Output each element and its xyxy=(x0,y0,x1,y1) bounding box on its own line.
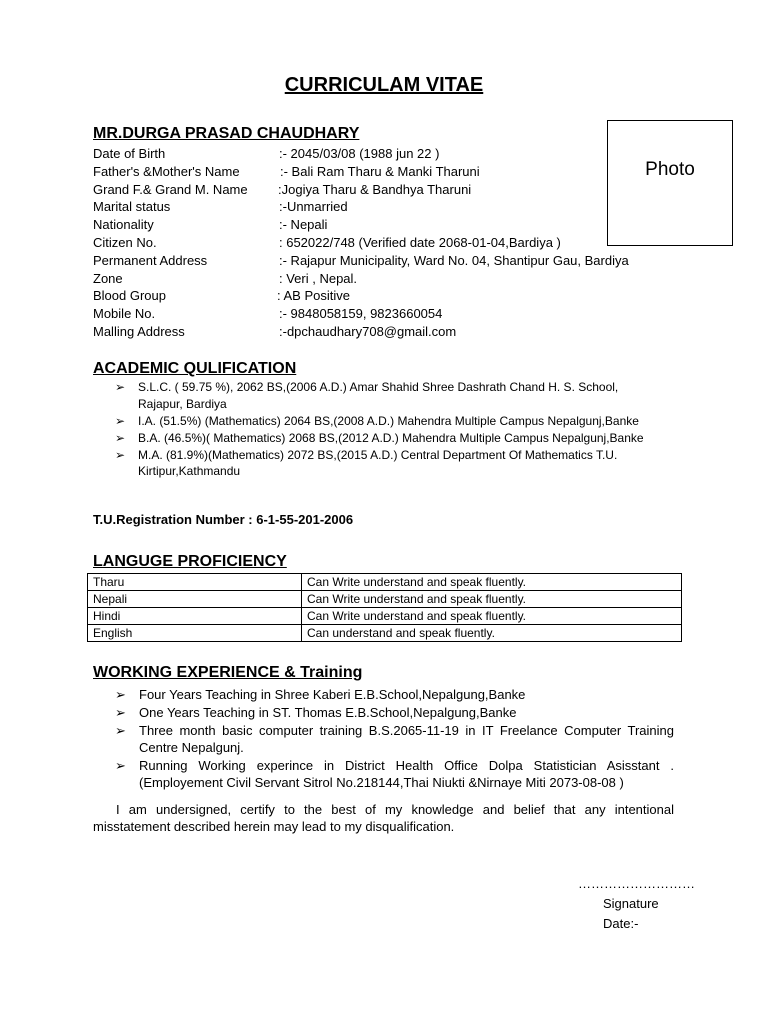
list-item: ➢ Running Working experince in District Health Office Dolpa Statistician Asisstant . (Employement Civil Servant Sitrol No.218144,Thai Niukti &Nirnaye Miti 2073-08-08 ) xyxy=(115,758,674,790)
field-label: Mobile No. xyxy=(93,306,156,322)
field-value: :-Unmarried xyxy=(279,199,348,215)
level-cell: Can Write understand and speak fluently. xyxy=(302,608,682,625)
field-value: :-dpchaudhary708@gmail.com xyxy=(279,323,457,339)
field-label: Grand F.& Grand M. Name xyxy=(93,181,248,197)
field-label: Date of Birth xyxy=(93,146,166,161)
level-cell: Can Write understand and speak fluently. xyxy=(302,574,682,591)
field-value: :- 2045/03/08 (1988 jun 22 ) xyxy=(279,146,440,161)
field-label: Citizen No. xyxy=(93,234,157,250)
academic-heading: ACADEMIC QULIFICATION xyxy=(93,360,297,377)
arrow-bullet-icon: ➢ xyxy=(115,723,126,738)
field-value: :- Rajapur Municipality, Ward No. 04, Shantipur Gau, Bardiya xyxy=(279,252,629,268)
list-item: ➢ B.A. (46.5%)( Mathematics) 2068 BS,(2012 A.D.) Mahendra Multiple Campus Nepalgunj,Banke xyxy=(115,430,644,445)
field-value: : AB Positive xyxy=(277,288,350,304)
list-item: ➢ M.A. (81.9%)(Mathematics) 2072 BS,(2015 A.D.) Central Department Of Mathematics T.U. Kirtipur,Kathmandu xyxy=(115,447,618,478)
arrow-bullet-icon: ➢ xyxy=(115,758,126,773)
list-item: ➢ S.L.C. ( 59.75 %), 2062 BS,(2006 A.D.) Amar Shahid Shree Dashrath Chand H. S. School, Rajapur, Bardiya xyxy=(115,380,619,411)
photo-placeholder xyxy=(607,120,733,246)
language-cell: Tharu xyxy=(88,574,302,591)
field-label: Marital status xyxy=(93,199,171,215)
list-item: ➢ I.A. (51.5%) (Mathematics) 2064 BS,(2008 A.D.) Mahendra Multiple Campus Nepalgunj,Banke xyxy=(115,413,639,428)
list-item: ➢ One Years Teaching in ST. Thomas E.B.School,Nepalgung,Banke xyxy=(115,705,517,720)
language-cell: English xyxy=(88,625,302,642)
experience-heading: WORKING EXPERIENCE & Training xyxy=(93,664,363,681)
field-label: Malling Address xyxy=(93,323,185,339)
field-value: : Veri , Nepal. xyxy=(279,270,358,286)
list-item: ➢ Three month basic computer training B.S.2065-11-19 in IT Freelance Computer Training Centre Nepalgunj. xyxy=(115,723,674,755)
table-row xyxy=(88,591,682,608)
field-value: :Jogiya Tharu & Bandhya Tharuni xyxy=(278,181,472,197)
document-title: CURRICULAM VITAE xyxy=(284,74,484,96)
table-row xyxy=(88,625,682,642)
signature-line: ……………………… xyxy=(578,876,695,891)
field-value: :- 9848058159, 9823660054 xyxy=(279,306,443,322)
list-item: ➢ Four Years Teaching in Shree Kaberi E.B.School,Nepalgung,Banke xyxy=(115,687,526,702)
table-row xyxy=(88,608,682,625)
field-label: Father's &Mother's Name xyxy=(93,163,240,179)
table-row xyxy=(88,574,682,591)
field-value: :- Bali Ram Tharu & Manki Tharuni xyxy=(280,163,480,179)
signature-label: Signature xyxy=(603,896,659,911)
field-label: Permanent Address xyxy=(93,252,208,268)
field-label: Blood Group xyxy=(93,288,166,304)
field-value: : 652022/748 (Verified date 2068-01-04,Bardiya ) xyxy=(279,234,561,250)
experience-list xyxy=(115,686,674,792)
arrow-bullet-icon: ➢ xyxy=(115,430,126,445)
arrow-bullet-icon: ➢ xyxy=(115,687,126,702)
language-cell: Hindi xyxy=(88,608,302,625)
registration-number: T.U.Registration Number : 6-1-55-201-2006 xyxy=(93,512,354,527)
arrow-bullet-icon: ➢ xyxy=(115,413,126,428)
level-cell: Can understand and speak fluently. xyxy=(302,625,682,642)
field-label: Nationality xyxy=(93,217,154,233)
declaration-text: I am undersigned, certify to the best of my knowledge and belief that any intentional misstatement described herein may lead to my disqualification. xyxy=(93,802,674,834)
academic-list xyxy=(115,379,655,480)
language-cell: Nepali xyxy=(88,591,302,608)
photo-label: Photo xyxy=(645,159,695,180)
arrow-bullet-icon: ➢ xyxy=(115,447,126,462)
language-heading: LANGUGE PROFICIENCY xyxy=(93,553,287,570)
candidate-name: MR.DURGA PRASAD CHAUDHARY xyxy=(93,125,360,142)
field-label: Zone xyxy=(93,270,123,286)
arrow-bullet-icon: ➢ xyxy=(115,380,126,394)
field-value: :- Nepali xyxy=(279,217,328,233)
level-cell: Can Write understand and speak fluently. xyxy=(302,591,682,608)
language-table xyxy=(87,573,682,642)
date-label: Date:- xyxy=(603,916,639,931)
arrow-bullet-icon: ➢ xyxy=(115,705,126,720)
